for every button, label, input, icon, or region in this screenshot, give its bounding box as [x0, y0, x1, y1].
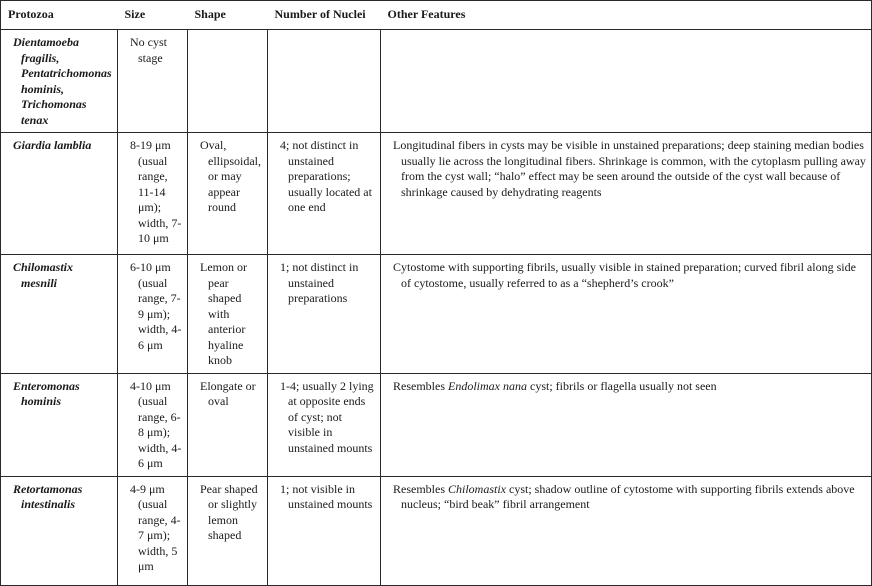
cell-nuclei: [268, 30, 381, 133]
shape-text: Oval, ellipsoidal, or may appear round: [200, 138, 261, 214]
protozoa-name: Chilomastix mesnili: [13, 260, 74, 290]
cell-size: [118, 476, 188, 585]
cell-shape: [188, 30, 268, 133]
header-other-features: Other Features: [381, 1, 872, 30]
size-text: No cyst stage: [130, 35, 167, 65]
cell-other-features: [381, 30, 872, 133]
cell-shape: [188, 476, 268, 585]
cell-nuclei: [268, 373, 381, 476]
cell-size: [118, 133, 188, 255]
features-text-pre: Longitudinal fibers in cysts may be visible in unstained preparations; deep staining median bodies usually lie across the longitudinal fibers. Shrinkage is common, with the cytoplasm pulling away from the cyst wall; “halo” effect may be seen around the outside of the cyst wall because of shrinkage caused by dehydrating reagents: [393, 138, 866, 199]
features-text: [388, 482, 866, 513]
header-row: [1, 1, 872, 30]
features-text-pre: Resembles: [393, 481, 448, 496]
size-text: 4-10 μm (usual range, 6-8 μm); width, 4-6 μm: [130, 378, 182, 470]
shape-text: Elongate or oval: [200, 378, 256, 408]
header-protozoa: Protozoa: [1, 1, 118, 30]
header-number-of-nuclei: Number of Nuclei: [268, 1, 381, 30]
cell-shape: [188, 133, 268, 255]
size-text: 4-9 μm (usual range, 4-7 μm); width, 5 μm: [130, 481, 181, 573]
cell-nuclei: [268, 476, 381, 585]
cell-shape: [188, 255, 268, 374]
table-row: [1, 373, 872, 476]
protozoa-name: Enteromonas hominis: [13, 378, 80, 408]
nuclei-text: 1-4; usually 2 lying at opposite ends of cyst; not visible in unstained mounts: [280, 378, 374, 455]
cell-protozoa: [1, 255, 118, 374]
cell-protozoa: [1, 30, 118, 133]
cell-nuclei: [268, 133, 381, 255]
cell-protozoa: [1, 476, 118, 585]
protozoa-name: Dientamoeba fragilis, Pentatrichomonas hominis, Trichomonas tenax: [13, 35, 112, 127]
table-row: [1, 476, 872, 585]
size-text: 8-19 μm (usual range, 11-14 μm); width, 7-10 μm: [130, 138, 182, 245]
header-size: Size: [118, 1, 188, 30]
cell-shape: [188, 373, 268, 476]
features-text-italic: Endolimax nana: [448, 378, 527, 393]
shape-text: Lemon or pear shaped with anterior hyaline knob: [200, 260, 247, 367]
cell-other-features: [381, 133, 872, 255]
protozoa-name: Retortamonas intestinalis: [13, 481, 83, 511]
features-text: [388, 379, 866, 395]
nuclei-text: 1; not distinct in unstained preparations: [280, 260, 359, 305]
cell-protozoa: [1, 133, 118, 255]
features-text-italic: Chilomastix: [448, 481, 507, 496]
table-row: [1, 133, 872, 255]
features-text-post: cyst; fibrils or flagella usually not seen: [527, 378, 717, 393]
features-text-pre: Cytostome with supporting fibrils, usually visible in stained preparation; curved fibril along side of cytostome, usually referred to as a “shepherd’s crook”: [393, 260, 856, 290]
table-row: [1, 255, 872, 374]
header-shape: Shape: [188, 1, 268, 30]
cell-size: [118, 255, 188, 374]
features-text-post: cyst; shadow outline of cytostome with supporting fibrils extends above nucleus; “bird beak” fibril arrangement: [401, 481, 855, 511]
nuclei-text: 1; not visible in unstained mounts: [280, 481, 373, 511]
cell-nuclei: [268, 255, 381, 374]
features-text: [388, 138, 866, 200]
size-text: 6-10 μm (usual range, 7-9 μm); width, 4-6 μm: [130, 260, 182, 352]
features-text-pre: Resembles: [393, 378, 448, 393]
cell-other-features: [381, 476, 872, 585]
shape-text: Pear shaped or slightly lemon shaped: [200, 481, 258, 542]
cell-protozoa: [1, 373, 118, 476]
protozoa-name: Giardia lamblia: [13, 138, 92, 152]
features-text: [388, 260, 866, 291]
cell-size: [118, 30, 188, 133]
table-row: [1, 30, 872, 133]
nuclei-text: 4; not distinct in unstained preparations; usually located at one end: [280, 138, 372, 214]
cell-other-features: [381, 255, 872, 374]
cell-size: [118, 373, 188, 476]
cell-other-features: [381, 373, 872, 476]
